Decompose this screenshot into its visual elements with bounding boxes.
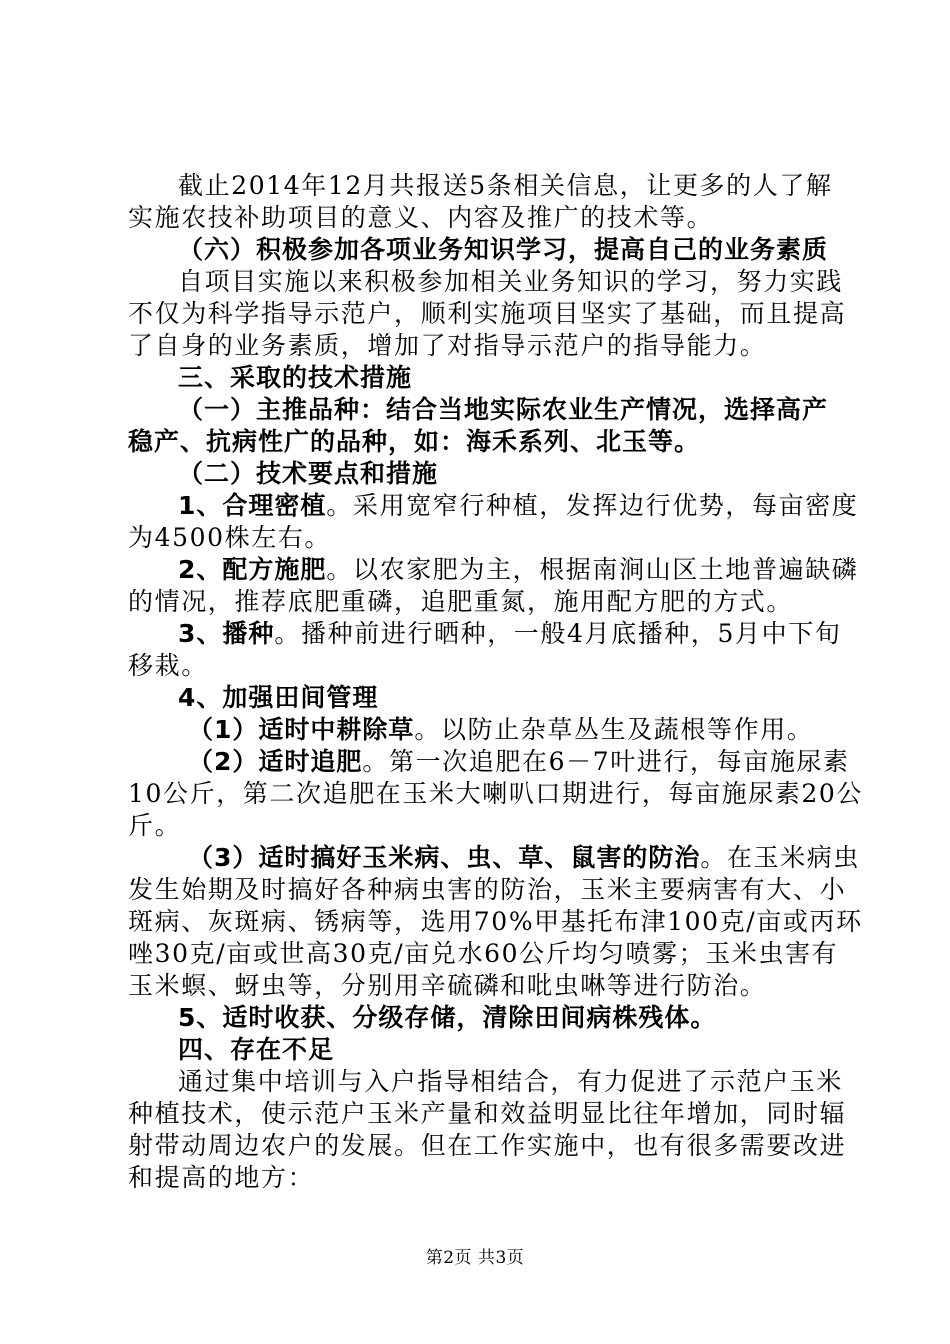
paragraph-line: 射带动周边农户的发展。但在工作实施中，也有很多需要改进 <box>128 1131 847 1160</box>
paragraph-line <box>128 618 842 650</box>
item-text: 。第一次追肥在6－7叶进行，每亩施尿素 <box>362 747 850 776</box>
item-text: 。以防止杂草丛生及蔬根等作用。 <box>414 715 814 744</box>
item-heading: （1）适时中耕除草 <box>188 715 415 744</box>
paragraph-line: 发生始期及时搞好各种病虫害的防治，玉米主要病害有大、小 <box>128 875 847 904</box>
paragraph-line: 和提高的地方： <box>128 1163 315 1192</box>
paragraph-line: 的情况，推荐底肥重磷，追肥重氮，施用配方肥的方式。 <box>128 587 794 616</box>
paragraph-line <box>128 490 859 522</box>
section-heading: 三、采取的技术措施 <box>178 363 413 392</box>
paragraph-line: 不仅为科学指导示范户，顺利实施项目坚实了基础，而且提高 <box>128 299 847 328</box>
paragraph-line: 实施农技补助项目的意义、内容及推广的技术等。 <box>128 203 714 232</box>
paragraph-line: 通过集中培训与入户指导相结合，有力促进了示范户玉米 <box>178 1067 844 1096</box>
item-heading: 5、适时收获、分级存储，清除田间病株残体。 <box>178 1003 717 1032</box>
item-heading: 1、合理密植 <box>178 491 327 520</box>
paragraph-line: 玉米螟、蚜虫等，分别用辛硫磷和吡虫啉等进行防治。 <box>128 971 767 1000</box>
section-heading: 四、存在不足 <box>178 1035 335 1064</box>
item-text: 。播种前进行晒种，一般4月底播种，5月中下旬 <box>274 619 842 648</box>
paragraph-line: 为4500株左右。 <box>128 523 332 552</box>
paragraph-line <box>128 554 859 586</box>
item-text: 。以农家肥为主，根据南涧山区土地普遍缺磷 <box>326 555 859 584</box>
item-heading: （2）适时追肥 <box>188 747 363 776</box>
item-heading: 3、播种 <box>178 619 275 648</box>
subsection-heading: （二）技术要点和措施 <box>178 459 439 488</box>
section-heading: （六）积极参加各项业务知识学习，提高自己的业务素质 <box>178 235 829 264</box>
page-number: 第2页 共3页 <box>425 1248 525 1268</box>
paragraph-line: 斤。 <box>128 811 182 840</box>
paragraph-line: 种植技术，使示范户玉米产量和效益明显比往年增加，同时辐 <box>128 1099 847 1128</box>
paragraph-line: 截止2014年12月共报送5条相关信息，让更多的人了解 <box>178 171 833 200</box>
item-text: 。在玉米病虫 <box>700 843 861 872</box>
paragraph-line: 10公斤，第二次追肥在玉米大喇叭口期进行，每亩施尿素20公 <box>128 779 864 808</box>
paragraph-line: 斑病、灰斑病、锈病等，选用70%甲基托布津100克/亩或丙环 <box>128 907 863 936</box>
item-heading: 4、加强田间管理 <box>178 683 379 712</box>
paragraph-line: 自项目实施以来积极参加相关业务知识的学习，努力实践 <box>178 267 844 296</box>
paragraph-line: （一）主推品种：结合当地实际农业生产情况，选择高产 <box>178 395 829 424</box>
document-body <box>128 170 864 1194</box>
paragraph-line: 稳产、抗病性广的品种，如：海禾系列、北玉等。 <box>128 427 701 456</box>
paragraph-line <box>128 714 828 746</box>
item-heading: 2、配方施肥 <box>178 555 327 584</box>
paragraph-line: 唑30克/亩或世高30克/亩兑水60公斤均匀喷雾；玉米虫害有 <box>128 939 839 968</box>
paragraph-line: 了自身的业务素质，增加了对指导示范户的指导能力。 <box>128 331 767 360</box>
item-heading: （3）适时搞好玉米病、虫、草、鼠害的防治 <box>188 843 701 872</box>
paragraph-line <box>128 842 861 874</box>
item-text: 。采用宽窄行种植，发挥边行优势，每亩密度 <box>326 491 859 520</box>
paragraph-line: 移栽。 <box>128 651 208 680</box>
paragraph-line <box>128 746 850 778</box>
